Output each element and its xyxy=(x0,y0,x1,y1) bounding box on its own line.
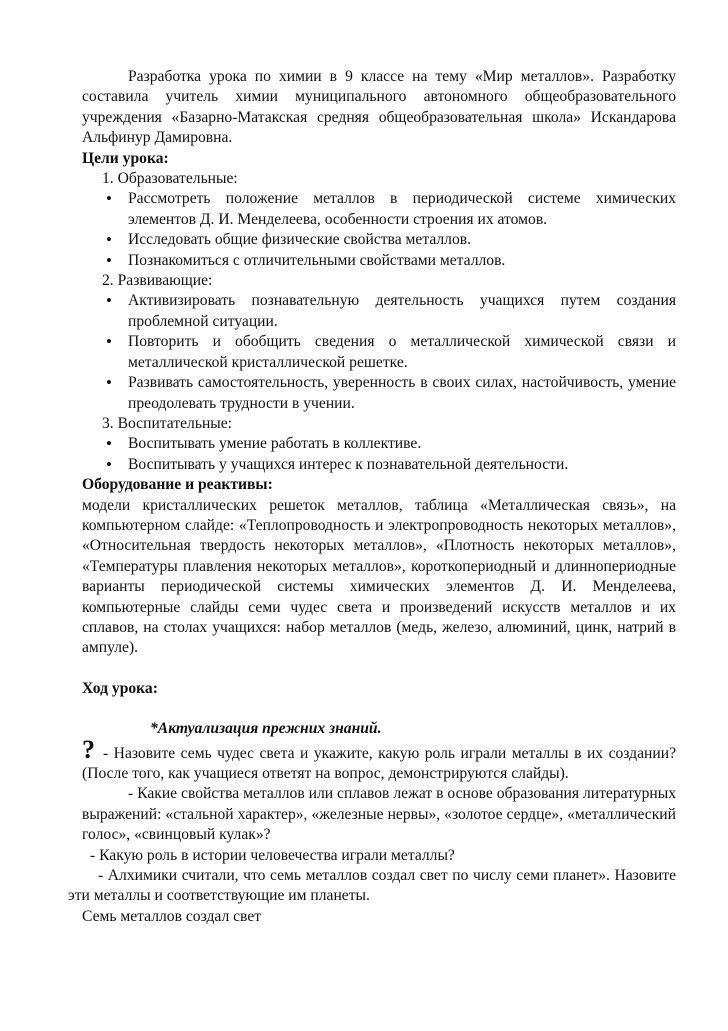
question-2: - Какие свойства металлов или сплавов лежат в основе образования литературных выражений: «стальной характер», «железные нервы», «золотое сердце», «металлический голос», «свинцовый кулак»? xyxy=(82,785,676,844)
goal-item: • Познакомиться с отличительными свойствами металлов. xyxy=(128,251,676,271)
intro-paragraph: Разработка урока по химии в 9 классе на тему «Мир металлов». Разработку составила учитель химии муниципального автономного общеобразовательного учреждения «Базарно-Матакская средняя общеобразовательная школа» Искандарова Альфинур Дамировна. xyxy=(82,68,676,147)
question-1 xyxy=(82,734,676,785)
goal-list xyxy=(82,189,676,271)
goal-item: • Повторить и обобщить сведения о металлической химической связи и металлической кристаллической решетке. xyxy=(128,332,676,373)
goal-group-title: 3. Воспитательные: xyxy=(102,414,233,432)
goal-list xyxy=(82,291,676,413)
goal-group-upbringing xyxy=(82,414,676,475)
goal-group-developing xyxy=(82,271,676,414)
question-4: - Алхимики считали, что семь металлов создал свет по числу семи планет». Назовите эти металлы и соответствующие им планеты. xyxy=(68,867,676,905)
goal-item: • Воспитывать умение работать в коллективе. xyxy=(128,434,676,454)
document-page xyxy=(68,67,676,927)
goals-heading: Цели урока: xyxy=(82,149,169,167)
goal-group-educational xyxy=(82,169,676,271)
goal-item: • Исследовать общие физические свойства металлов. xyxy=(128,230,676,250)
goal-item: • Активизировать познавательную деятельность учащихся путем создания проблемной ситуации. xyxy=(128,291,676,332)
spacer xyxy=(82,659,676,679)
spacer xyxy=(82,699,676,719)
lesson-heading: Ход урока: xyxy=(82,679,158,697)
closing-line: Семь металлов создал свет xyxy=(82,907,262,925)
equipment-paragraph: модели кристаллических решеток металлов, таблица «Металлическая связь», на компьютерном слайде: «Теплопроводность и электропроводность некоторых металлов», «Относительная твердость некоторых металлов», «Плотность некоторых металлов», «Температуры плавления некоторых металлов», короткопериодный и длиннопериодные варианты периодической системы химических элементов Д. И. Менделеева, компьютерные слайды семи чудес света и произведений искусств металлов и их сплавов, на столах учащихся: набор металлов (медь, железо, алюминий, цинк, натрий в ампуле). xyxy=(82,496,676,657)
goal-group-title: 1. Образовательные: xyxy=(102,170,238,188)
goal-item: • Рассмотреть положение металлов в периодической системе химических элементов Д. И. Менделеева, особенности строения их атомов. xyxy=(128,189,676,230)
goal-list xyxy=(82,434,676,475)
goal-group-title: 2. Развивающие: xyxy=(102,272,213,290)
question-3: - Какую роль в истории человечества играли металлы? xyxy=(90,846,455,864)
goal-item: • Развивать самостоятельность, уверенность в своих силах, настойчивость, умение преодолевать трудности в учении. xyxy=(128,373,676,414)
question-1-text: - Назовите семь чудес света и укажите, какую роль играли металлы в их создании? (После того, как учащиеся ответят на вопрос, демонстрируются слайды). xyxy=(82,744,676,782)
goal-item: • Воспитывать у учащихся интерес к познавательной деятельности. xyxy=(128,455,676,475)
actualization-title: *Актуализация прежних знаний. xyxy=(150,720,382,738)
question-mark-icon: ? xyxy=(82,734,95,764)
equipment-heading: Оборудование и реактивы: xyxy=(82,476,273,494)
